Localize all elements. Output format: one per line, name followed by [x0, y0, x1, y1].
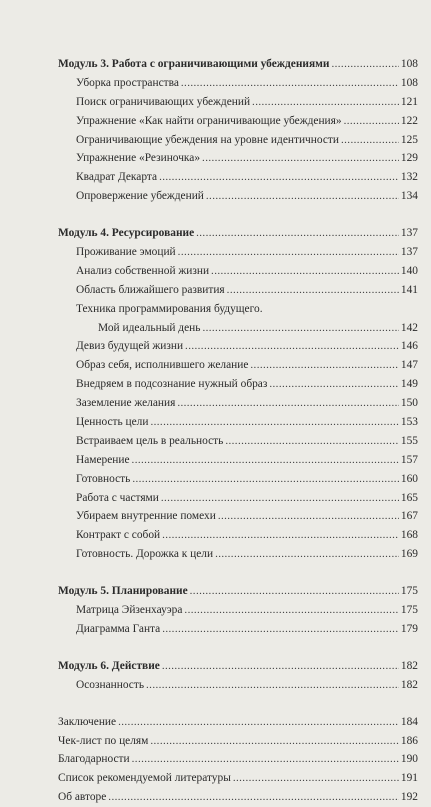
toc-module-title: Модуль 5. Планирование: [58, 585, 188, 598]
toc-entry[interactable]: [58, 470, 418, 489]
toc-page-number: 108: [400, 76, 418, 89]
toc-page-number: 108: [400, 58, 418, 70]
toc-entry[interactable]: [58, 545, 418, 564]
toc-entry[interactable]: [58, 601, 418, 620]
toc-entry-title: Область ближайшего развития: [76, 283, 225, 296]
toc-entry[interactable]: [58, 507, 418, 526]
toc-entry[interactable]: [58, 262, 418, 281]
toc-entry[interactable]: [58, 74, 418, 93]
toc-entry[interactable]: [58, 413, 418, 432]
toc-page-number: 182: [400, 659, 418, 672]
toc-page-number: 175: [400, 585, 418, 598]
toc-page-number: 137: [400, 227, 418, 240]
toc-module-4[interactable]: [58, 224, 418, 243]
toc-page-number: 149: [400, 378, 418, 391]
toc-page-number: 142: [400, 321, 418, 334]
dot-leader: [178, 243, 399, 262]
toc-entry-title: Готовность. Дорожка к цели: [76, 548, 214, 561]
section-spacer: [58, 695, 418, 713]
toc-page-number: 179: [400, 622, 418, 635]
toc-entry[interactable]: [58, 131, 418, 150]
dot-leader: [344, 112, 399, 131]
toc-module-title: Модуль 6. Действие: [58, 659, 160, 672]
dot-leader: [206, 187, 399, 206]
toc-page-number: 165: [400, 491, 418, 504]
dot-leader: [202, 149, 399, 168]
dot-leader: [215, 545, 399, 564]
dot-leader: [181, 74, 399, 93]
toc-page-number: 167: [400, 510, 418, 523]
toc-module-title: Модуль 4. Ресурсирование: [58, 227, 195, 240]
dot-leader: [202, 319, 398, 338]
toc-entry-continuation[interactable]: [58, 319, 418, 338]
section-spacer: [58, 639, 418, 657]
toc-entry[interactable]: [58, 526, 418, 545]
dot-leader: [196, 224, 399, 243]
toc-page-number: 137: [400, 246, 418, 259]
toc-entry-title: Осознанность: [76, 678, 145, 691]
dot-leader: [227, 281, 399, 300]
toc-entry-title: Анализ собственной жизни: [76, 264, 210, 277]
toc-page-number: 191: [400, 772, 418, 785]
toc-page-number: 132: [400, 171, 418, 184]
toc-entry[interactable]: [58, 300, 418, 319]
toc-page-number: 157: [400, 453, 418, 466]
toc-entry-title: Опровержение убеждений: [76, 190, 204, 203]
toc-page-number: 150: [400, 397, 418, 410]
toc-entry-title: Об авторе: [58, 791, 107, 804]
toc-page-number: 134: [400, 190, 418, 203]
toc-module-3[interactable]: [58, 55, 418, 74]
dot-leader: [185, 337, 399, 356]
toc-page-number: 190: [400, 753, 418, 766]
toc-entry-title: Намерение: [76, 453, 130, 466]
toc-entry[interactable]: [58, 149, 418, 168]
toc-page-number: 153: [400, 416, 418, 429]
toc-back-entry[interactable]: [58, 732, 418, 751]
toc-entry-title: Внедряем в подсознание нужный образ: [76, 378, 268, 391]
toc-page-number: 184: [400, 715, 418, 728]
toc-page-number: 169: [400, 548, 418, 561]
dot-leader: [177, 394, 399, 413]
toc-entry-title: Благодарности: [58, 753, 130, 766]
toc-page-number: 175: [400, 604, 418, 617]
dot-leader: [233, 769, 399, 788]
toc-entry[interactable]: [58, 112, 418, 131]
toc-entry-title: Техника программирования будущего.: [76, 302, 263, 315]
dot-leader: [211, 262, 399, 281]
toc-entry-title: Ценность цели: [76, 416, 149, 429]
toc-page-number: 121: [400, 95, 418, 108]
dot-leader: [150, 732, 399, 751]
toc-page-number: 125: [400, 133, 418, 146]
toc-entry-title: Проживание эмоций: [76, 246, 176, 259]
dot-leader: [218, 507, 399, 526]
toc-entry-title: Поиск ограничивающих убеждений: [76, 95, 251, 108]
dot-leader: [184, 601, 398, 620]
toc-entry-title: Квадрат Декарта: [76, 171, 158, 184]
toc-module-title: Модуль 3. Работа с ограничивающими убеждениями: [58, 58, 330, 70]
toc-page-number: 122: [400, 114, 418, 127]
toc-page-number: 146: [400, 340, 418, 353]
toc-entry-title: Упражнение «Резиночка»: [76, 152, 201, 165]
toc-entry-title: Список рекомендуемой литературы: [58, 772, 231, 785]
toc-entry[interactable]: [58, 93, 418, 112]
toc-entry[interactable]: [58, 356, 418, 375]
toc-entry[interactable]: [58, 676, 418, 695]
toc-entry[interactable]: [58, 243, 418, 262]
toc-entry[interactable]: [58, 620, 418, 639]
toc-entry[interactable]: [58, 337, 418, 356]
dot-leader: [159, 168, 399, 187]
dot-leader: [162, 657, 399, 676]
toc-entry-title: Образ себя, исполнившего желание: [76, 359, 249, 372]
dot-leader: [162, 620, 399, 639]
toc-entry-title: Встраиваем цель в реальность: [76, 434, 224, 447]
toc-entry-title: Диаграмма Ганта: [76, 622, 161, 635]
toc-entry[interactable]: [58, 394, 418, 413]
toc-entry-title: Матрица Эйзенхауэра: [76, 604, 183, 617]
toc-back-entry[interactable]: [58, 713, 418, 732]
toc-entry-title: Мой идеальный день: [98, 321, 201, 334]
dot-leader: [190, 582, 399, 601]
dot-leader: [331, 55, 398, 74]
toc-entry[interactable]: [58, 375, 418, 394]
dot-leader: [150, 413, 398, 432]
toc-page-number: 168: [400, 529, 418, 542]
toc-page-number: 141: [400, 283, 418, 296]
dot-leader: [132, 470, 399, 489]
toc-page-number: 147: [400, 359, 418, 372]
dot-leader: [132, 451, 399, 470]
dot-leader: [118, 713, 399, 732]
toc-entry[interactable]: [58, 168, 418, 187]
toc-page-number: 140: [400, 264, 418, 277]
dot-leader: [269, 375, 399, 394]
toc-entry-title: Заключение: [58, 715, 117, 728]
toc-page-number: 186: [400, 734, 418, 747]
toc-page-number: 155: [400, 434, 418, 447]
toc-module-6[interactable]: [58, 657, 418, 676]
dot-leader: [146, 676, 399, 695]
toc-entry-title: Чек-лист по целям: [58, 734, 149, 747]
toc-entry-title: Контракт с собой: [76, 529, 161, 542]
dot-leader: [250, 356, 399, 375]
toc-back-entry[interactable]: [58, 750, 418, 769]
toc-entry-title: Готовность: [76, 472, 131, 485]
toc-entry[interactable]: [58, 281, 418, 300]
dot-leader: [162, 526, 399, 545]
toc-entry-title: Заземление желания: [76, 397, 176, 410]
toc-entry[interactable]: [58, 489, 418, 508]
toc-entry[interactable]: [58, 187, 418, 206]
toc-page-number: 192: [400, 791, 418, 804]
toc-page-number: 129: [400, 152, 418, 165]
toc-back-entry[interactable]: [58, 788, 418, 807]
toc-entry[interactable]: [58, 451, 418, 470]
dot-leader: [252, 93, 399, 112]
table-of-contents: [58, 55, 418, 807]
toc-back-entry[interactable]: [58, 769, 418, 788]
toc-entry[interactable]: [58, 432, 418, 451]
section-spacer: [58, 564, 418, 582]
section-spacer: [58, 206, 418, 224]
dot-leader: [132, 750, 399, 769]
toc-page-number: 182: [400, 678, 418, 691]
toc-entry-title: Ограничивающие убеждения на уровне идентичности: [76, 133, 339, 146]
toc-entry-title: Девиз будущей жизни: [76, 340, 184, 353]
toc-entry-title: Убираем внутренние помехи: [76, 510, 216, 523]
dot-leader: [341, 131, 399, 150]
dot-leader: [225, 432, 399, 451]
toc-entry-title: Уборка пространства: [76, 76, 179, 89]
toc-page-number: 160: [400, 472, 418, 485]
toc-module-5[interactable]: [58, 582, 418, 601]
dot-leader: [161, 489, 399, 508]
toc-entry-title: Упражнение «Как найти ограничивающие убеждения»: [76, 114, 342, 127]
toc-entry-title: Работа с частями: [76, 491, 159, 504]
dot-leader: [108, 788, 399, 807]
